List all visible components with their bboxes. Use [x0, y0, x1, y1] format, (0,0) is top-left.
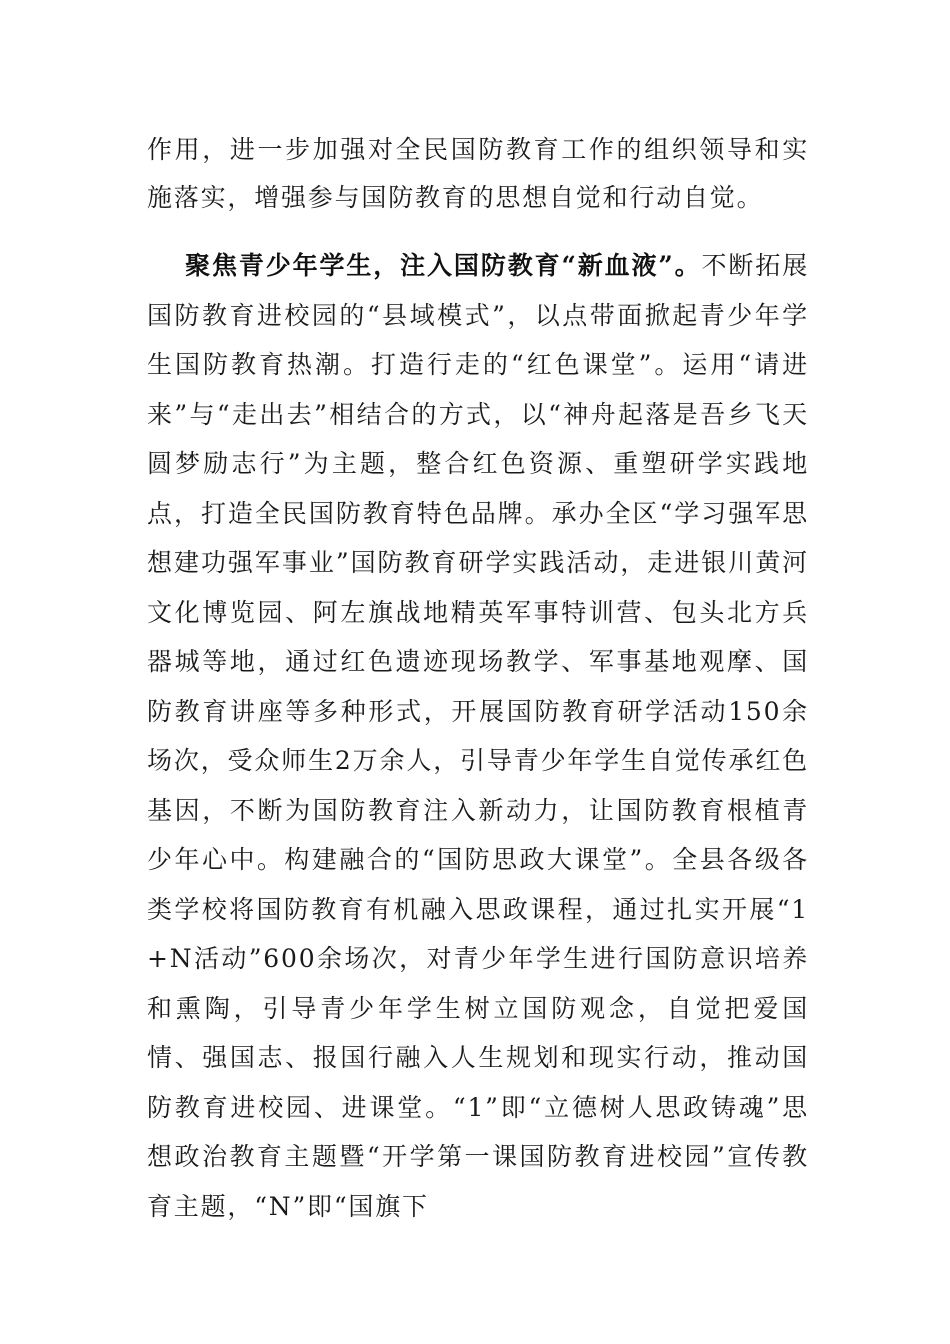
paragraph-1-text: 作用，进一步加强对全民国防教育工作的组织领导和实施落实，增强参与国防教育的思想自觉和行动自觉。	[147, 135, 809, 212]
paragraph-youth-education	[147, 241, 809, 1231]
paragraph-lead-heading: 聚焦青少年学生，注入国防教育“新血液”。	[185, 251, 702, 280]
paragraph-continuation	[147, 126, 809, 222]
paragraph-2-body: 不断拓展国防教育进校园的“县域模式”，以点带面掀起青少年学生国防教育热潮。打造行走的“红色课堂”。运用“请进来”与“走出去”相结合的方式，以“神舟起落是吾乡飞天圆梦励志行”为主题，整合红色资源、重塑研学实践地点，打造全民国防教育特色品牌。承办全区“学习强军思想建功强军事业”国防教育研学实践活动，走进银川黄河文化博览园、阿左旗战地精英军事特训营、包头北方兵器城等地，通过红色遗迹现场教学、军事基地观摩、国防教育讲座等多种形式，开展国防教育研学活动150余场次，受众师生2万余人，引导青少年学生自觉传承红色基因，不断为国防教育注入新动力，让国防教育根植青少年心中。构建融合的“国防思政大课堂”。全县各级各类学校将国防教育有机融入思政课程，通过扎实开展“1+N活动”600余场次，对青少年学生进行国防意识培养和熏陶，引导青少年学生树立国防观念，自觉把爱国情、强国志、报国行融入人生规划和现实行动，推动国防教育进校园、进课堂。“1”即“立德树人思政铸魂”思想政治教育主题暨“开学第一课国防教育进校园”宣传教育主题，“N”即“国旗下	[147, 251, 810, 1221]
